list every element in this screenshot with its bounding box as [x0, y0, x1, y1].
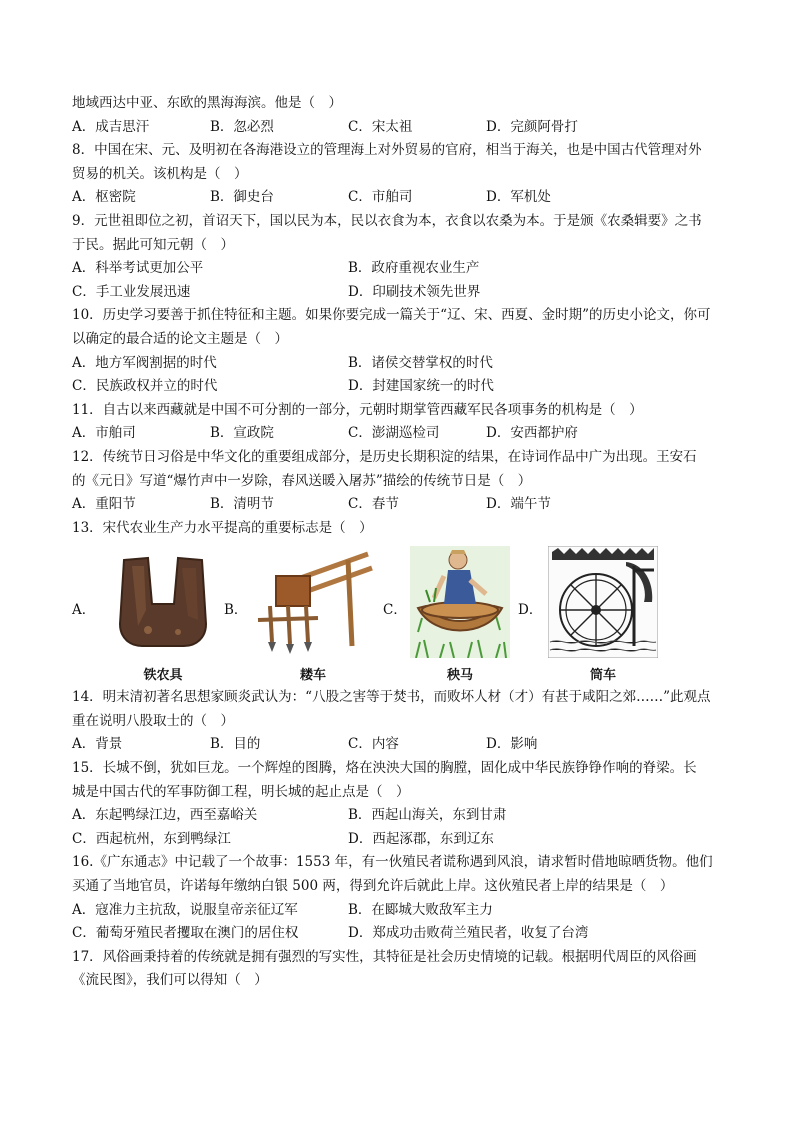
option-c[interactable]: C．葡萄牙殖民者攫取在澳门的居住权	[72, 925, 299, 942]
question-13-stem: 13．宋代农业生产力水平提高的重要标志是（ ）	[72, 519, 373, 536]
question-9-options-row2	[72, 281, 732, 305]
iron-farm-tool-icon[interactable]	[108, 546, 218, 658]
option-d[interactable]: D．完颜阿骨打	[486, 118, 578, 135]
option-c-letter[interactable]: C．	[383, 602, 407, 619]
question-12-stem: 12．传统节日习俗是中华文化的重要组成部分，是历史长期积淀的结果，在诗词作品中广为出现。王安石	[72, 448, 697, 465]
rice-seedling-horse-icon[interactable]	[410, 546, 510, 658]
question-10-options-row2	[72, 375, 732, 399]
question-17-stem: 17．风俗画秉持着的传统就是拥有强烈的写实性，其特征是社会历史情境的记载。根据明代周臣的风俗画	[72, 948, 697, 965]
question-14-stem-cont: 重在说明八股取士的（ ）	[72, 712, 234, 729]
option-b[interactable]: B．诸侯交替掌权的时代	[348, 354, 493, 371]
option-a[interactable]: A．东起鸭绿江边，西至嘉峪关	[72, 807, 258, 824]
question-11-options	[72, 422, 732, 446]
option-d[interactable]: D．端午节	[486, 496, 551, 513]
option-d[interactable]: D．封建国家统一的时代	[348, 378, 494, 395]
question-10-stem-cont: 以确定的最合适的论文主题是（ ）	[72, 330, 288, 347]
question-7-options	[72, 116, 732, 140]
option-d[interactable]: D．西起涿郡，东到辽东	[348, 830, 494, 847]
option-a[interactable]: A．科举考试更加公平	[72, 260, 204, 277]
question-15-options-row2	[72, 828, 732, 852]
option-d-letter[interactable]: D．	[518, 602, 543, 619]
option-a[interactable]: A．成吉思汗	[72, 118, 150, 135]
option-b[interactable]: B．政府重视农业生产	[348, 260, 480, 277]
question-12-options	[72, 493, 732, 517]
option-d-caption: 筒车	[589, 668, 616, 684]
option-c[interactable]: C．澎湖巡检司	[348, 425, 440, 442]
question-10-stem: 10．历史学习要善于抓住特征和主题。如果你要完成一篇关于“辽、宋、西夏、金时期”的历史小论文，你可	[72, 307, 711, 324]
exam-page	[72, 92, 732, 993]
option-b[interactable]: B．清明节	[210, 496, 274, 513]
option-b[interactable]: B．在郾城大败敌军主力	[348, 901, 493, 918]
question-16-stem: 16.《广东通志》中记载了一个故事：1553 年，有一伙殖民者谎称遇到风浪，请求暂时借地晾晒货物。他们	[72, 854, 713, 871]
question-9-stem-cont: 于民。据此可知元朝（ ）	[72, 236, 234, 253]
option-a[interactable]: A．背景	[72, 736, 123, 753]
option-c[interactable]: C．春节	[348, 496, 399, 513]
option-c[interactable]: C．民族政权并立的时代	[72, 378, 218, 395]
question-8-stem-cont: 贸易的机关。该机构是（ ）	[72, 165, 248, 182]
option-d[interactable]: D．军机处	[486, 189, 551, 206]
question-13-image-options	[72, 546, 732, 686]
question-16-options-row1	[72, 899, 732, 923]
seed-drill-icon[interactable]	[248, 546, 378, 658]
question-10-options-row1	[72, 352, 732, 376]
question-12-stem-cont: 的《元日》写道“爆竹声中一岁除，春风送暖入屠苏”描绘的传统节日是（ ）	[72, 472, 532, 489]
option-b[interactable]: B．忽必烈	[210, 118, 274, 135]
question-15-stem: 15．长城不倒，犹如巨龙。一个辉煌的图腾，烙在泱泱大国的胸膛，固化成中华民族铮铮作响的脊梁。长	[72, 760, 697, 777]
option-d[interactable]: D．影响	[486, 736, 538, 753]
option-c[interactable]: C．西起杭州，东到鸭绿江	[72, 830, 231, 847]
option-b-caption: 耧车	[299, 668, 326, 684]
option-b-letter[interactable]: B．	[224, 602, 248, 619]
question-16-options-row2	[72, 922, 732, 946]
option-a[interactable]: A．地方军阀割据的时代	[72, 354, 217, 371]
option-b[interactable]: B．宣政院	[210, 425, 274, 442]
option-c-caption: 秧马	[446, 668, 473, 684]
question-9-stem: 9．元世祖即位之初，首诏天下，国以民为本，民以衣食为本，衣食以农桑为本。于是颁《农桑辑要》之书	[72, 212, 702, 229]
option-c[interactable]: C．内容	[348, 736, 399, 753]
option-c[interactable]: C．市舶司	[348, 189, 413, 206]
option-a[interactable]: A．寇准力主抗敌，说服皇帝亲征辽军	[72, 901, 298, 918]
option-c[interactable]: C．手工业发展迅速	[72, 283, 191, 300]
question-8-options	[72, 186, 732, 210]
option-a-caption: 铁农具	[143, 668, 183, 684]
option-b[interactable]: B．西起山海关，东到甘肃	[348, 807, 507, 824]
question-14-options	[72, 733, 732, 757]
option-d[interactable]: D．安西都护府	[486, 425, 578, 442]
option-b[interactable]: B．目的	[210, 736, 261, 753]
option-d[interactable]: D．印刷技术领先世界	[348, 283, 481, 300]
option-a[interactable]: A．枢密院	[72, 189, 136, 206]
option-d[interactable]: D．郑成功击败荷兰殖民者，收复了台湾	[348, 925, 589, 942]
question-9-options-row1	[72, 257, 732, 281]
question-8-stem: 8．中国在宋、元、及明初在各海港设立的管理海上对外贸易的官府，相当于海关，也是中国古代管理对外	[72, 142, 702, 159]
option-b[interactable]: B．御史台	[210, 189, 274, 206]
option-a-letter[interactable]: A．	[72, 602, 96, 619]
water-wheel-icon[interactable]	[548, 546, 658, 658]
question-15-options-row1	[72, 804, 732, 828]
question-11-stem: 11．自古以来西藏就是中国不可分割的一部分，元朝时期掌管西藏军民各项事务的机构是（ ）	[72, 401, 643, 418]
option-a[interactable]: A．重阳节	[72, 496, 136, 513]
question-15-stem-cont: 城是中国古代的军事防御工程，明长城的起止点是（ ）	[72, 783, 410, 800]
question-7-text: 地域西达中亚、东欧的黑海海滨。他是（ ）	[72, 95, 342, 111]
option-a[interactable]: A．市舶司	[72, 425, 136, 442]
question-16-stem-cont: 买通了当地官员，许诺每年缴纳白银 500 两，得到允许后就此上岸。这伙殖民者上岸的结果是（ ）	[72, 878, 674, 895]
question-17-stem-cont: 《流民图》，我们可以得知（ ）	[72, 972, 268, 989]
option-c[interactable]: C．宋太祖	[348, 118, 413, 135]
question-14-stem: 14．明末清初著名思想家顾炎武认为：“八股之害等于焚书，而败坏人材（才）有甚于咸阳之郊……”此观点	[72, 689, 711, 706]
